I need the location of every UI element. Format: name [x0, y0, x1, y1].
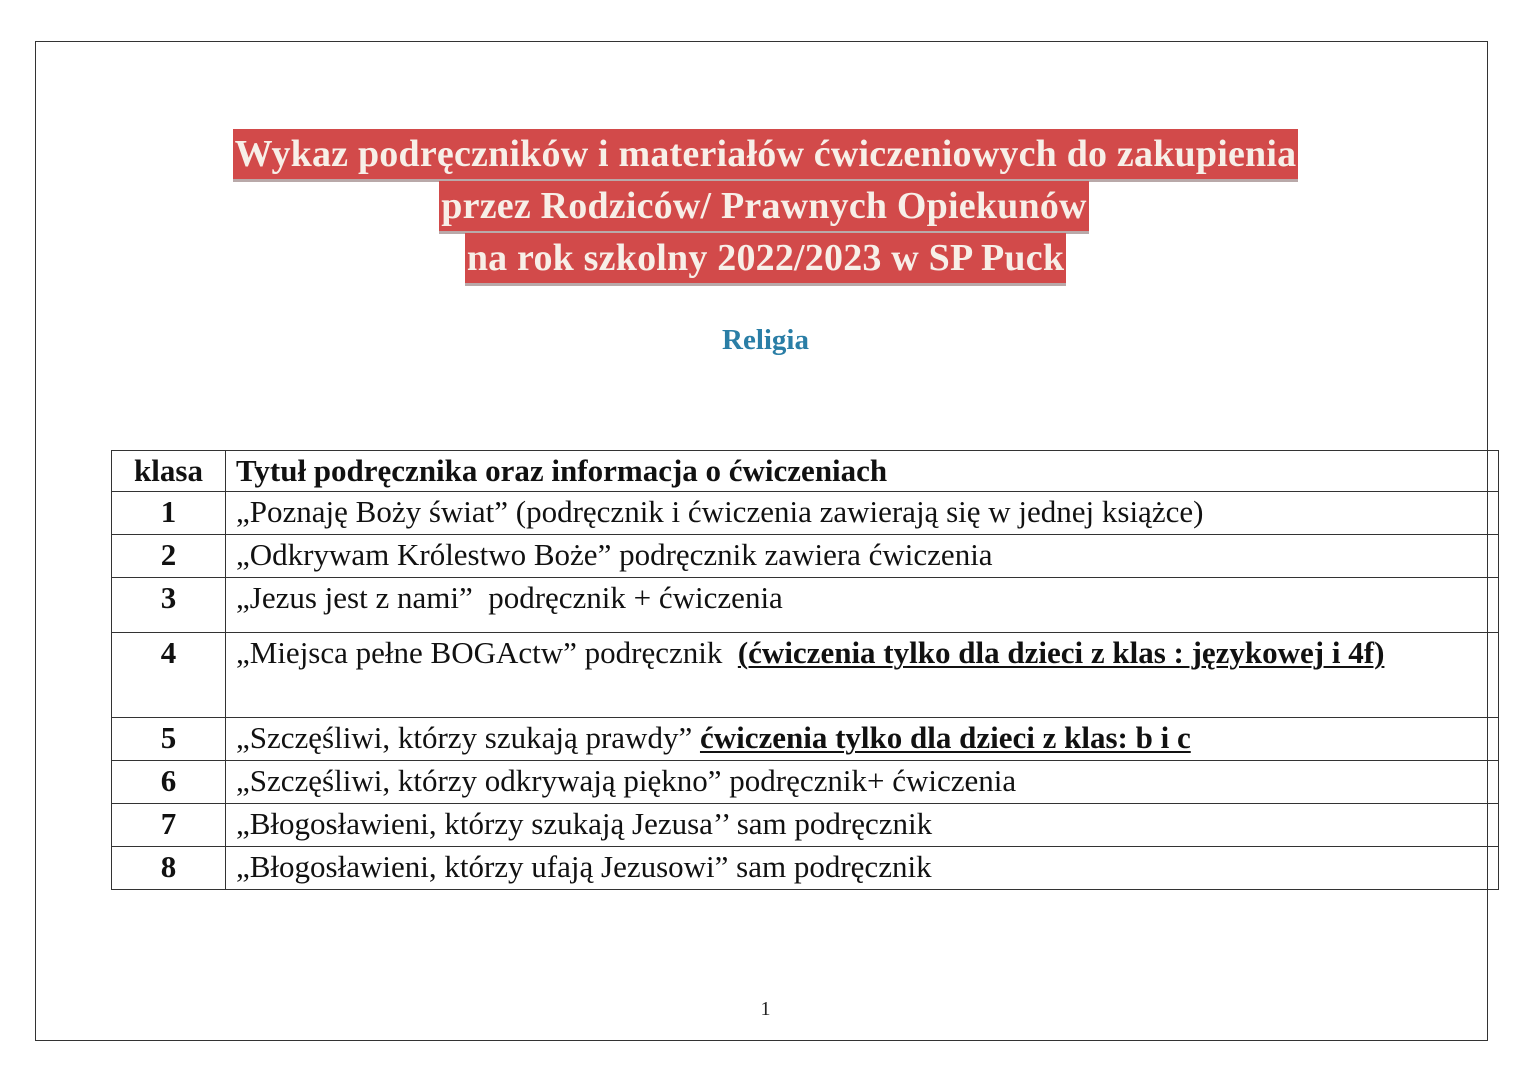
subject-heading: Religia — [722, 324, 809, 356]
row-text: „Odkrywam Królestwo Boże” podręcznik zawiera ćwiczenia — [236, 537, 993, 572]
row-emphasis-note: (ćwiczenia tylko dla dzieci z klas : językowej i 4f) — [737, 635, 1385, 670]
cell-klasa: 2 — [112, 535, 226, 578]
cell-title — [226, 804, 1499, 847]
document-title — [0, 128, 1531, 284]
cell-title — [226, 578, 1499, 633]
title-line-2-text: przez Rodziców/ Prawnych Opiekunów — [439, 181, 1088, 234]
cell-title — [226, 761, 1499, 804]
cell-klasa: 7 — [112, 804, 226, 847]
row-text: „Szczęśliwi, którzy szukają prawdy” — [236, 720, 700, 755]
table-row — [112, 804, 1499, 847]
textbook-table — [111, 450, 1499, 890]
title-line-1-text: Wykaz podręczników i materiałów ćwiczeniowych do zakupienia — [233, 129, 1299, 182]
cell-title — [226, 633, 1499, 718]
cell-klasa: 8 — [112, 847, 226, 890]
table-row — [112, 578, 1499, 633]
table-row — [112, 847, 1499, 890]
title-line-1 — [0, 128, 1531, 180]
row-text: „Jezus jest z nami” podręcznik + ćwiczenia — [236, 580, 783, 615]
page-number: 1 — [760, 998, 771, 1020]
cell-klasa: 6 — [112, 761, 226, 804]
title-line-3-text: na rok szkolny 2022/2023 w SP Puck — [465, 233, 1066, 286]
cell-klasa: 1 — [112, 492, 226, 535]
row-text: „Szczęśliwi, którzy odkrywają piękno” podręcznik+ ćwiczenia — [236, 763, 1017, 798]
cell-title — [226, 492, 1499, 535]
table-header-row — [112, 451, 1499, 492]
cell-title — [226, 718, 1499, 761]
row-emphasis-note: ćwiczenia tylko dla dzieci z klas: b i c — [699, 720, 1191, 755]
row-text: „Miejsca pełne BOGActw” podręcznik — [236, 635, 738, 670]
row-text: „Poznaję Boży świat” (podręcznik i ćwiczenia zawierają się w jednej książce) — [236, 494, 1204, 529]
cell-klasa: 3 — [112, 578, 226, 633]
header-title: Tytuł podręcznika oraz informacja o ćwiczeniach — [226, 451, 1499, 492]
title-line-3 — [0, 232, 1531, 284]
cell-klasa: 5 — [112, 718, 226, 761]
table-row — [112, 761, 1499, 804]
row-text: „Błogosławieni, którzy szukają Jezusa’’ sam podręcznik — [236, 806, 933, 841]
row-text: „Błogosławieni, którzy ufają Jezusowi” sam podręcznik — [236, 849, 932, 884]
title-line-2 — [0, 180, 1531, 232]
cell-klasa: 4 — [112, 633, 226, 718]
table-row — [112, 718, 1499, 761]
table-row — [112, 535, 1499, 578]
cell-title — [226, 847, 1499, 890]
header-klasa: klasa — [112, 451, 226, 492]
table-row — [112, 492, 1499, 535]
cell-title — [226, 535, 1499, 578]
table-row — [112, 633, 1499, 718]
